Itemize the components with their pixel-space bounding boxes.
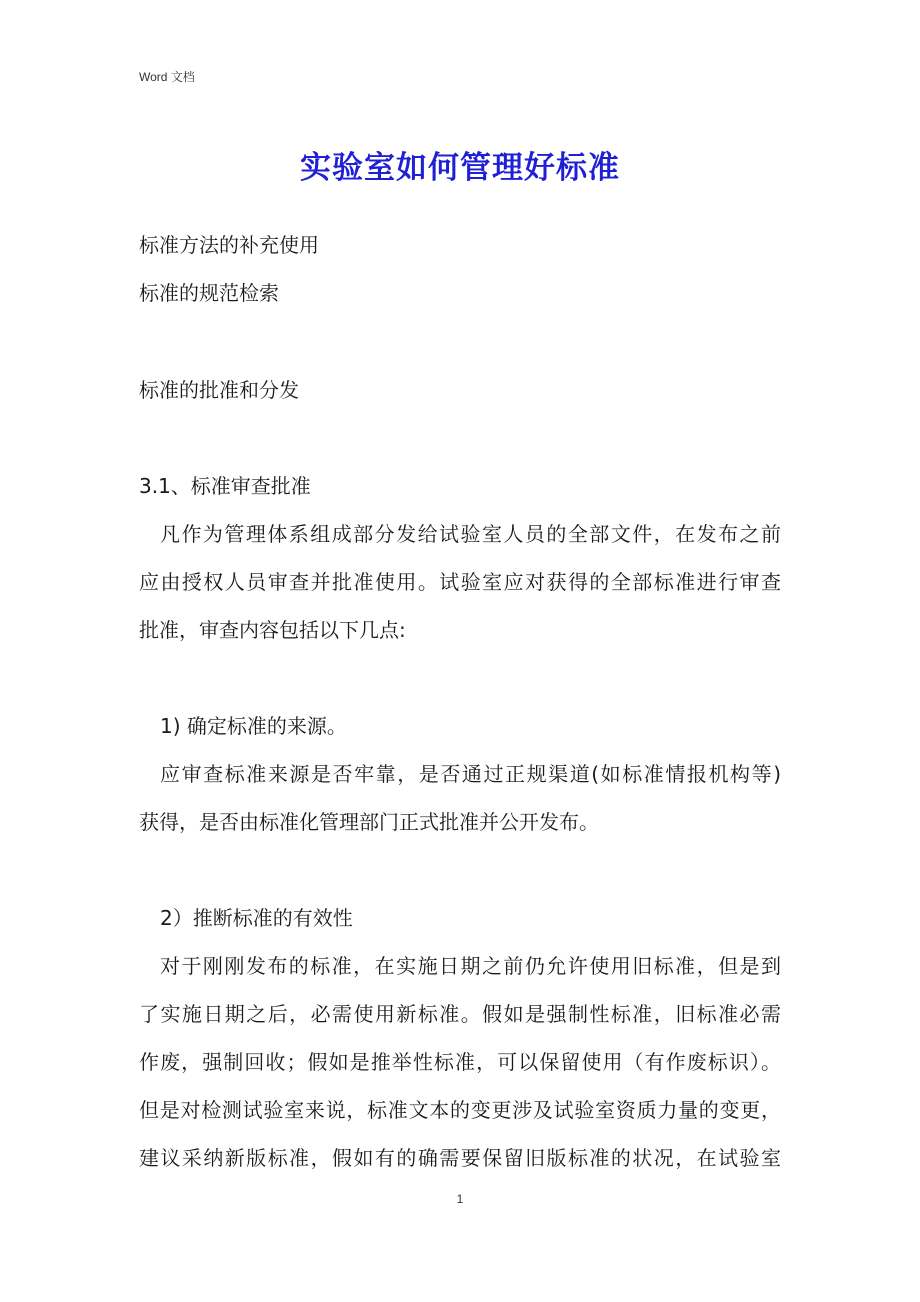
toc-item: 标准方法的补充使用 (139, 233, 319, 257)
list-item-heading: 2）推断标准的有效性 (160, 906, 353, 930)
header-label: Word 文档 (139, 70, 195, 84)
paragraph-line: 应由授权人员审查并批准使用。试验室应对获得的全部标准进行审查 (139, 570, 781, 594)
paragraph-line: 作废，强制回收；假如是推举性标准，可以保留使用（有作废标识）。 (139, 1050, 781, 1074)
section-heading: 3.1、标准审查批准 (139, 474, 311, 498)
toc-item: 标准的规范检索 (139, 281, 279, 305)
paragraph-line: 批准，审查内容包括以下几点: (139, 618, 406, 642)
toc-item: 标准的批准和分发 (139, 378, 299, 402)
paragraph-line: 应审查标准来源是否牢靠，是否通过正规渠道(如标准情报机构等) (160, 762, 781, 786)
document-title: 实验室如何管理好标准 (300, 150, 620, 186)
paragraph-line: 建议采纳新版标准，假如有的确需要保留旧版标准的状况，在试验室 (139, 1146, 781, 1170)
paragraph-line: 了实施日期之后，必需使用新标准。假如是强制性标准，旧标准必需 (139, 1002, 781, 1026)
page-number: 1 (456, 1192, 464, 1206)
list-item-heading: 1) 确定标准的来源。 (160, 714, 347, 738)
paragraph-line: 获得，是否由标准化管理部门正式批准并公开发布。 (139, 810, 599, 834)
paragraph-line: 但是对检测试验室来说，标准文本的变更涉及试验室资质力量的变更， (139, 1098, 781, 1122)
paragraph-line: 凡作为管理体系组成部分发给试验室人员的全部文件，在发布之前 (160, 522, 781, 546)
paragraph-line: 对于刚刚发布的标准，在实施日期之前仍允许使用旧标准，但是到 (160, 954, 781, 978)
